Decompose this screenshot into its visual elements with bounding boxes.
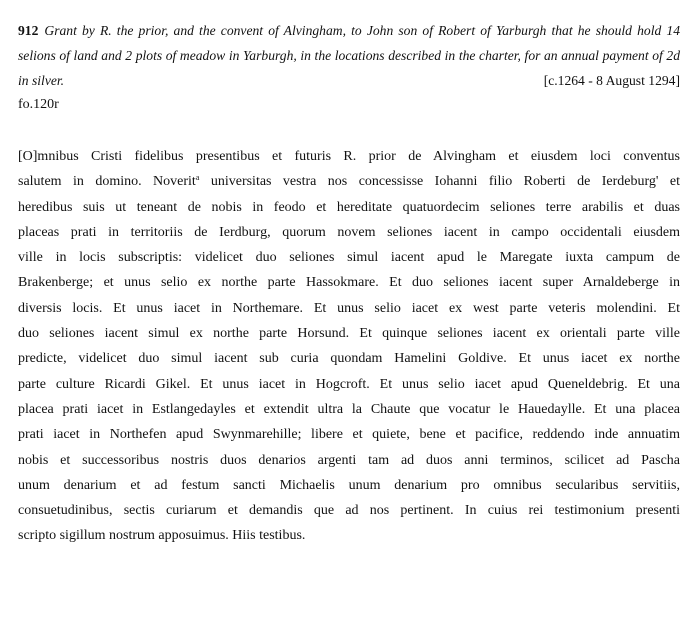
charter-line: heredibus suis ut teneant de nobis in feodo et hereditate quatuordecim seliones terre arabilis et duas: [18, 199, 680, 215]
charter-line: duo seliones iacent simul ex northe parte Horsund. Et quinque seliones iacent ex orientali parte ville: [18, 326, 680, 342]
summary-line-3: [18, 68, 680, 93]
charter-line: prati iacet in Northefen apud Swynmarehille; libere et quiete, bene et pacifice, reddendo inde annuatim: [18, 427, 680, 443]
footnote-marker[interactable]: a: [195, 173, 200, 183]
charter-line: unum denarium et ad festum sancti Michaelis unum denarium pro omnibus secularibus servitiis,: [18, 477, 680, 493]
charter-line: predicte, videlicet duo simul iacent sub curia quondam Hamelini Goldive. Et unus iacet ex northe: [18, 351, 680, 367]
charter-line: [18, 169, 680, 194]
folio-reference: fo.120r: [18, 97, 59, 112]
charter-line: nobis et successoribus nostris duos denarios argenti tam ad duos anni terminos, scilicet ad Pascha: [18, 452, 680, 468]
entry-heading: [18, 18, 680, 93]
charter-line: ville in locis subscriptis: videlicet duo seliones simul iacent apud le Maregate iuxta campum de: [18, 250, 680, 266]
charter-line: placeas prati in territoriis de Ierdburg, quorum novem seliones iacent in campo occidentali eiusdem: [18, 224, 680, 240]
charter-line: parte culture Ricardi Gikel. Et unus iacet in Hogcroft. Et unus selio iacet apud Queneldebrig. Et una: [18, 376, 680, 392]
summary-line-2: selions of land and 2 plots of meadow in Yarburgh, in the locations described in the charter, for an annual payment of 2d: [18, 48, 680, 63]
summary-text-end: in silver.: [18, 73, 65, 88]
charter-line: scripto sigillum nostrum apposuimus. Hiis testibus.: [18, 528, 306, 544]
charter-line: Brakenberge; et unus selio ex northe parte Hassokmare. Et duo seliones iacent super Arnaldeberge in: [18, 275, 680, 291]
entry-date: [c.1264 - 8 August 1294]: [543, 73, 680, 88]
charter-text: [18, 144, 680, 549]
document-page: [18, 18, 680, 549]
entry-number: 912: [18, 23, 39, 38]
charter-line-part: universitas vestra nos concessisse Iohanni filio Roberti de Ierdeburg' et: [199, 174, 680, 190]
charter-line: consuetudinibus, sectis curiarum et demandis que ad nos pertinent. In cuius rei testimonium presenti: [18, 503, 680, 519]
charter-line: [O]mnibus Cristi fidelibus presentibus et futuris R. prior de Alvingham et eiusdem loci conventus: [18, 149, 680, 164]
charter-line: placea prati iacet in Estlangedayles et extendit ultra la Chaute que vocatur le Hauedaylle. Et una placea: [18, 401, 680, 417]
charter-line: diversis locis. Et unus iacet in Northemare. Et unus selio iacet ex west parte veteris molendini. Et: [18, 300, 680, 316]
summary-text: Grant by R. the prior, and the convent of Alvingham, to John son of Robert of Yarburgh that he should hold 14: [44, 23, 680, 38]
charter-line-part: salutem in domino. Noverit: [18, 174, 196, 190]
summary-line-1: [18, 18, 680, 43]
